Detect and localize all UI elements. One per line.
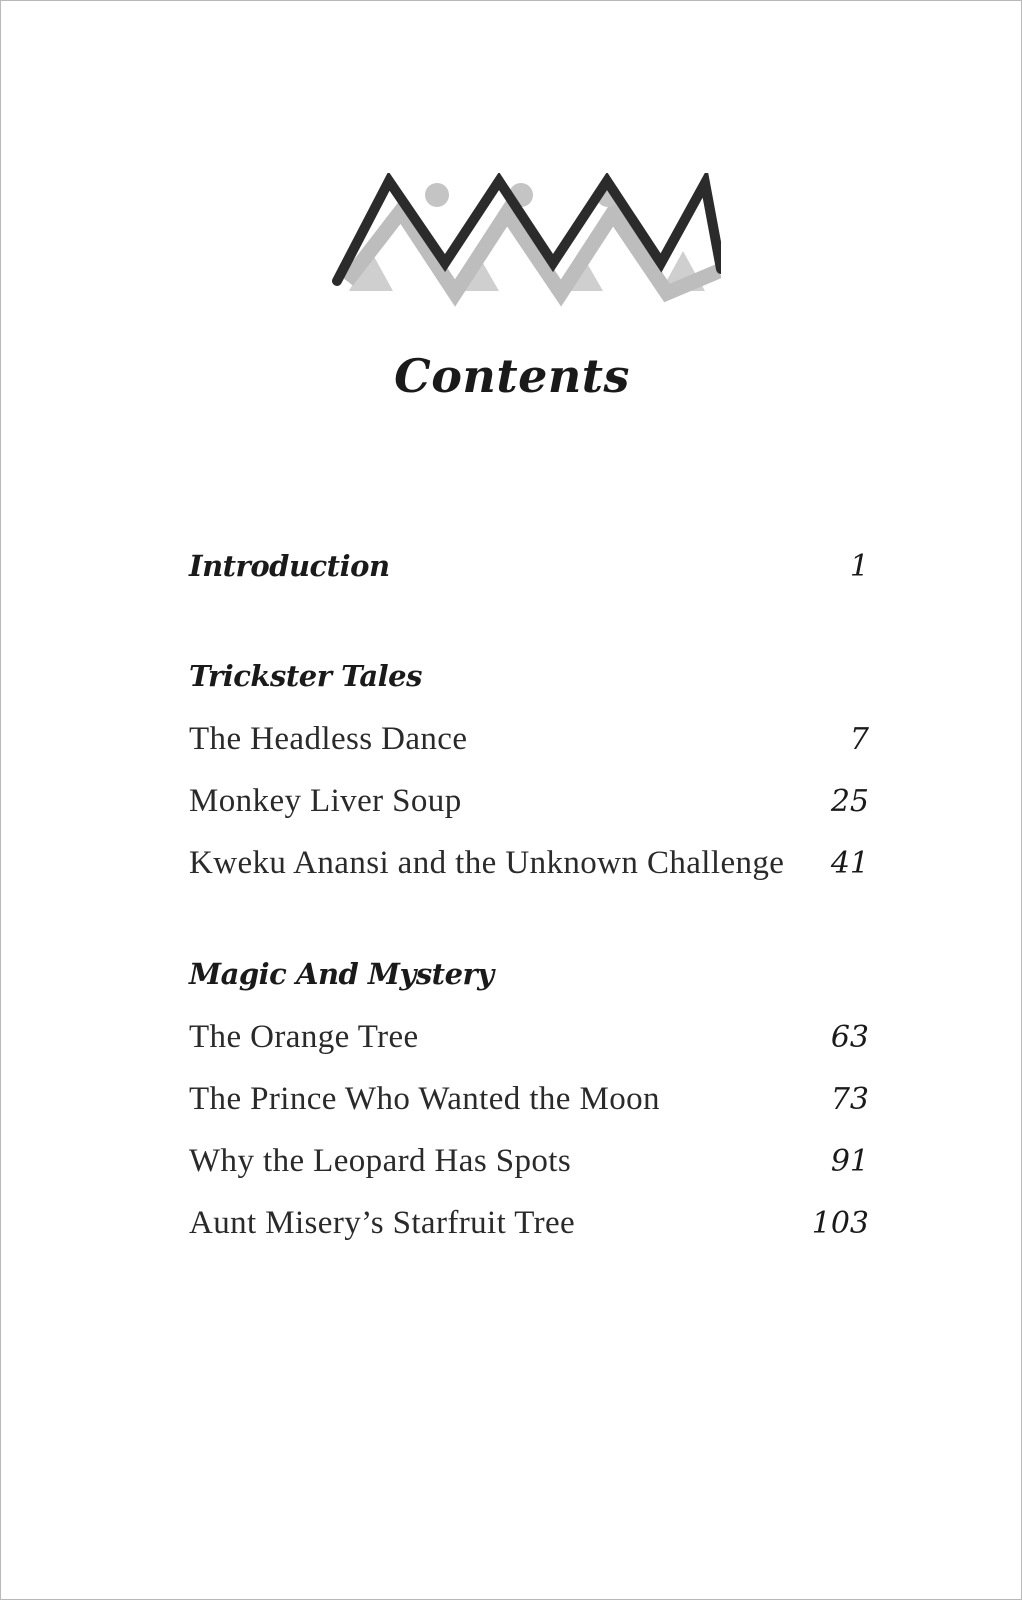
toc-row-introduction[interactable] (189, 549, 869, 584)
toc-entry-label: Kweku Anansi and the Unknown Challenge (189, 845, 785, 881)
toc-row[interactable] (189, 1081, 869, 1118)
toc-page-number: 91 (830, 1144, 869, 1179)
toc-page-number: 103 (811, 1206, 869, 1241)
toc-row[interactable] (189, 1019, 869, 1056)
toc-entry-label: The Headless Dance (189, 721, 468, 757)
toc-page-number: 7 (849, 722, 869, 757)
toc-row[interactable] (189, 783, 869, 820)
toc-page-number: 1 (849, 549, 869, 584)
toc-entry-label: Monkey Liver Soup (189, 783, 462, 819)
toc-page-number: 41 (830, 846, 869, 881)
toc-row[interactable] (189, 721, 869, 758)
toc-row[interactable] (189, 1143, 869, 1180)
section-heading-magic-and-mystery (189, 957, 869, 991)
toc-entry-label: Why the Leopard Has Spots (189, 1143, 572, 1179)
toc-entry-label: The Orange Tree (189, 1019, 419, 1055)
section-heading: Trickster Tales (189, 659, 422, 693)
toc-page-number: 73 (830, 1082, 869, 1117)
toc-page-number: 63 (830, 1020, 869, 1055)
toc-page-number: 25 (830, 784, 869, 819)
toc-row[interactable] (189, 1205, 869, 1242)
section-heading: Magic And Mystery (189, 957, 494, 991)
section-heading-trickster-tales (189, 659, 869, 693)
page-title: Contents (394, 349, 630, 403)
toc-row[interactable] (189, 845, 869, 882)
toc-entry-label: Aunt Misery’s Starfruit Tree (189, 1205, 576, 1241)
zigzag-ornament-icon (331, 173, 721, 313)
toc-entry-label: The Prince Who Wanted the Moon (189, 1081, 660, 1117)
toc-introduction-label: Introduction (189, 549, 390, 583)
